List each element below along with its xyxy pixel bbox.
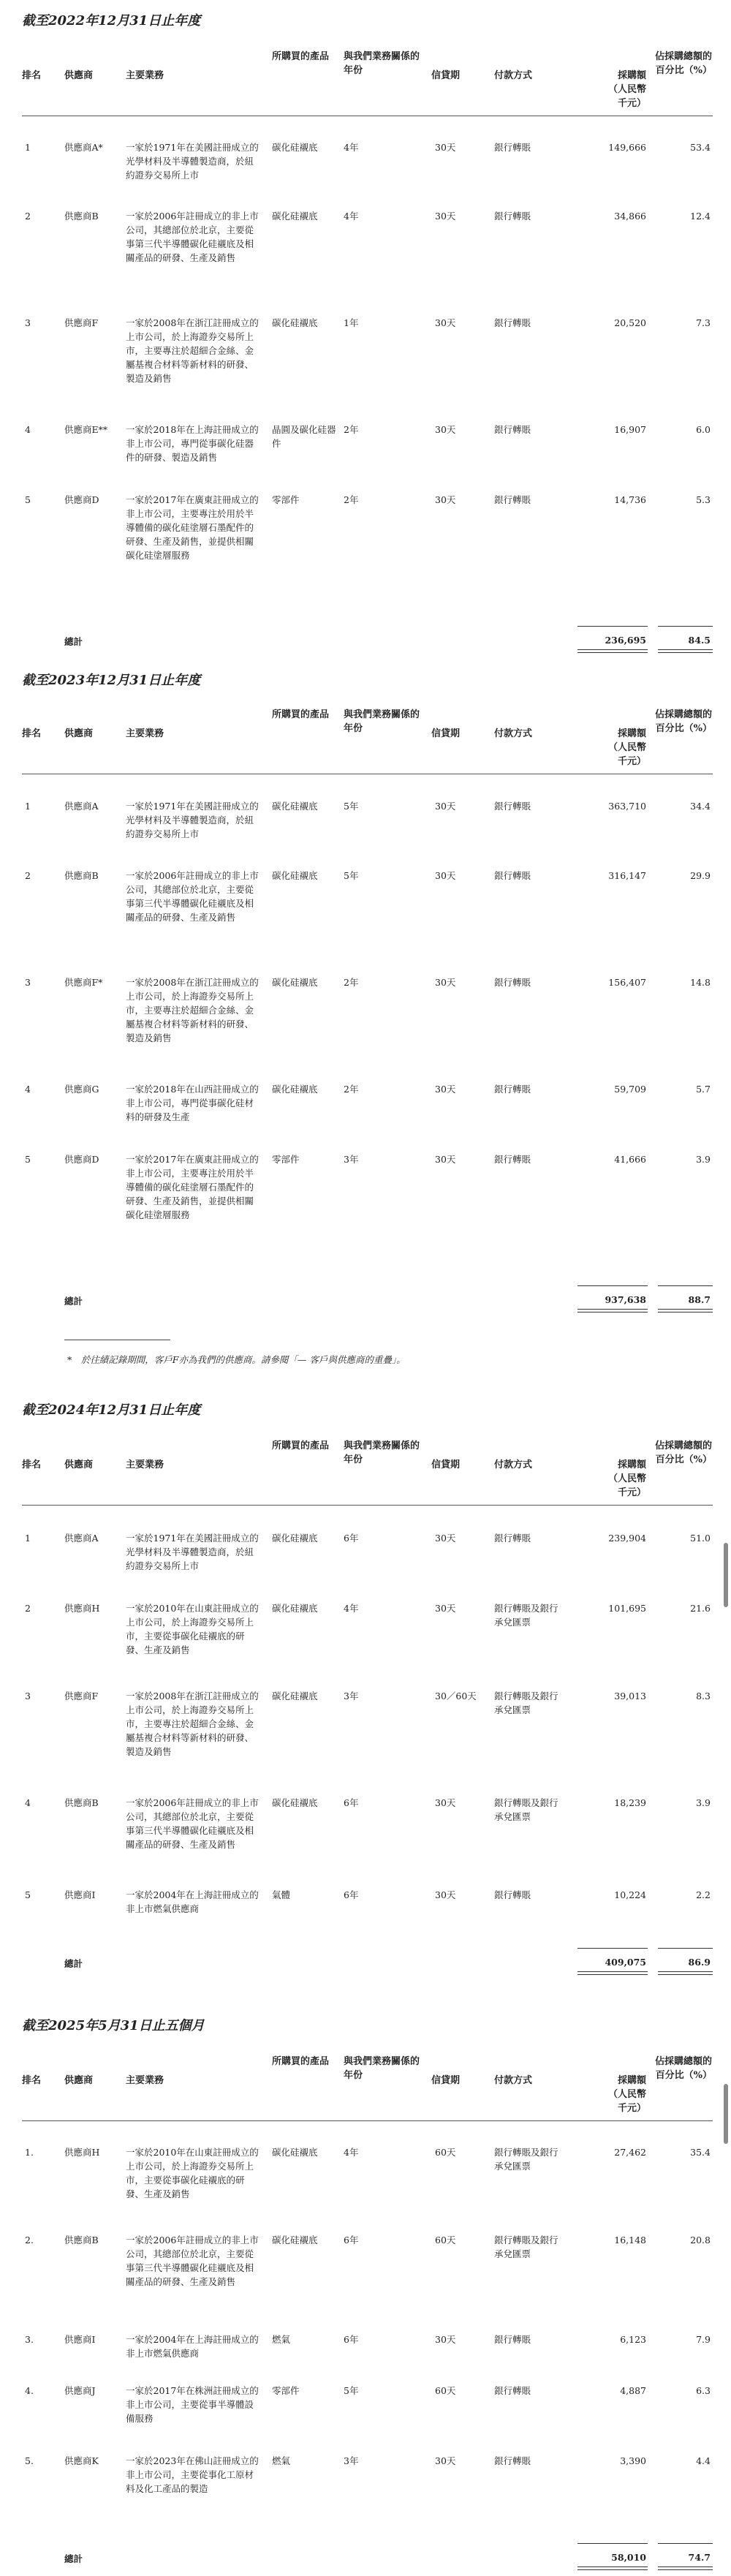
header-business: 主要業務 [126,728,164,739]
share-cell: 7.9 [696,2334,711,2345]
credit-cell: 30天 [435,2334,456,2345]
payment-cell: 銀行轉賬及銀行承兌匯票 [494,2235,558,2259]
credit-cell: 30天 [435,870,456,881]
business-cell: 一家於2008年在浙江註冊成立的上市公司，於上海證券交易所上市，主要專注於超細合金絲、金屬基複合材料等新材料的研發、製造及銷售 [126,1691,259,1757]
share-cell: 5.3 [696,494,711,505]
payment-cell: 銀行轉賬 [494,870,531,881]
header-payment: 付款方式 [494,2075,533,2086]
business-cell: 一家於2006年註冊成立的非上市公司，其總部位於北京，主要從事第三代半導體碳化硅襯底及相關產品的研發、生產及銷售 [126,211,259,263]
credit-cell: 30／60天 [435,1691,477,1701]
header-payment: 付款方式 [494,70,533,81]
credit-cell: 30天 [435,1154,456,1165]
years-cell: 3年 [344,2455,359,2466]
header-product: 所購買的產品 [272,709,330,720]
business-cell: 一家於2008年在浙江註冊成立的上市公司，於上海證券交易所上市，主要專注於超細合金絲、金屬基複合材料等新材料的研發、製造及銷售 [126,317,259,384]
payment-cell: 銀行轉賬 [494,142,531,153]
total-amount: 58,010 [611,2552,646,2563]
header-product: 所購買的產品 [272,1440,330,1451]
header-share: 佔採購總額的百分比（%） [654,51,712,76]
share-cell: 14.8 [690,977,711,988]
rank-cell: 3 [25,977,31,988]
years-cell: 4年 [344,211,359,222]
supplier-cell: 供應商F* [64,977,103,988]
payment-cell: 銀行轉賬 [494,1154,531,1165]
rank-cell: 1 [25,801,31,812]
rank-cell: 5. [25,2455,34,2466]
supplier-cell: 供應商F [64,1691,99,1701]
share-cell: 6.3 [696,2385,711,2396]
header-rule [22,2120,713,2121]
share-cell: 2.2 [696,1889,711,1900]
years-cell: 6年 [344,2334,359,2345]
total-amount: 937,638 [605,1294,646,1305]
amount-cell: 16,148 [614,2235,646,2245]
share-cell: 7.3 [696,317,711,328]
amount-cell: 18,239 [614,1797,646,1808]
payment-cell: 銀行轉賬及銀行承兌匯票 [494,1691,558,1715]
total-label: 總計 [64,2553,83,2564]
years-cell: 6年 [344,1533,359,1544]
supplier-cell: 供應商B [64,2235,99,2245]
credit-cell: 60天 [435,2147,456,2158]
supplier-cell: 供應商F [64,317,99,328]
supplier-cell: 供應商K [64,2455,99,2466]
product-cell: 碳化硅襯底 [272,211,318,222]
business-cell: 一家於2006年註冊成立的非上市公司，其總部位於北京，主要從事第三代半導體碳化硅襯底及相關產品的研發、生產及銷售 [126,2235,259,2287]
header-years: 與我們業務關係的年份 [344,51,420,76]
years-cell: 4年 [344,1603,359,1614]
header-supplier: 供應商 [64,2075,94,2086]
header-credit: 信貸期 [431,728,461,739]
scrollbar-thumb[interactable] [724,2084,728,2144]
product-cell: 燃氣 [272,2334,291,2345]
share-cell: 29.9 [690,870,711,881]
share-cell: 51.0 [690,1533,711,1544]
payment-cell: 銀行轉賬 [494,2455,531,2466]
supplier-cell: 供應商H [64,2147,100,2158]
business-cell: 一家於2008年在浙江註冊成立的上市公司，於上海證券交易所上市，主要專注於超細合金絲、金屬基複合材料等新材料的研發、製造及銷售 [126,977,259,1043]
payment-cell: 銀行轉賬及銀行承兌匯票 [494,2147,558,2172]
header-years: 與我們業務關係的年份 [344,2056,420,2081]
payment-cell: 銀行轉賬 [494,317,531,328]
credit-cell: 60天 [435,2235,456,2245]
header-amount: 採購額（人民幣千元） [607,2075,646,2114]
product-cell: 碳化硅襯底 [272,870,318,881]
business-cell: 一家於2018年在山西註冊成立的非上市公司，專門從事碳化硅材料的研發及生產 [126,1084,259,1122]
years-cell: 5年 [344,801,359,812]
header-business: 主要業務 [126,2075,164,2086]
amount-cell: 101,695 [608,1603,646,1614]
business-cell: 一家於2017年在株洲註冊成立的非上市公司，主要從事半導體設備服務 [126,2385,259,2424]
credit-cell: 30天 [435,424,456,435]
header-rank: 排名 [22,1459,42,1470]
total-bottom-rule [577,2566,648,2570]
header-credit: 信貸期 [431,70,461,81]
payment-cell: 銀行轉賬 [494,1533,531,1544]
amount-cell: 20,520 [614,317,646,328]
rank-cell: 4 [25,424,31,435]
credit-cell: 30天 [435,1603,456,1614]
header-years: 與我們業務關係的年份 [344,1440,420,1465]
supplier-cell: 供應商B [64,870,99,881]
header-business: 主要業務 [126,1459,164,1470]
rank-cell: 3. [25,2334,34,2345]
years-cell: 5年 [344,870,359,881]
years-cell: 6年 [344,2235,359,2245]
credit-cell: 30天 [435,142,456,153]
rank-cell: 2 [25,870,31,881]
business-cell: 一家於2017年在廣東註冊成立的非上市公司，主要專注於用於半導體備的碳化硅塗層石墨配件的研發、生產及銷售，並提供相關碳化硅塗層服務 [126,1154,259,1220]
product-cell: 碳化硅襯底 [272,1691,318,1701]
credit-cell: 30天 [435,211,456,222]
credit-cell: 30天 [435,2455,456,2466]
section-title: 截至2023年12月31日止年度 [22,673,201,688]
amount-cell: 14,736 [614,494,646,505]
credit-cell: 30天 [435,494,456,505]
business-cell: 一家於1971年在美國註冊成立的光學材料及半導體製造商，於紐約證券交易所上市 [126,801,259,839]
rank-cell: 2 [25,211,31,222]
product-cell: 碳化硅襯底 [272,1603,318,1614]
years-cell: 1年 [344,317,359,328]
header-share: 佔採購總額的百分比（%） [654,2056,712,2081]
product-cell: 碳化硅襯底 [272,801,318,812]
amount-cell: 27,462 [614,2147,646,2158]
supplier-cell: 供應商I [64,1889,96,1900]
supplier-cell: 供應商J [64,2385,96,2396]
product-cell: 零部件 [272,1154,300,1165]
total-amount: 236,695 [605,635,646,646]
supplier-cell: 供應商I [64,2334,96,2345]
rank-cell: 2 [25,1603,31,1614]
years-cell: 4年 [344,2147,359,2158]
amount-cell: 10,224 [614,1889,646,1900]
years-cell: 6年 [344,1797,359,1808]
product-cell: 氣體 [272,1889,291,1900]
amount-cell: 363,710 [608,801,646,812]
share-cell: 53.4 [690,142,711,153]
years-cell: 3年 [344,1154,359,1165]
product-cell: 零部件 [272,494,300,505]
rank-cell: 1 [25,1533,31,1544]
supplier-cell: 供應商H [64,1603,100,1614]
total-top-rule [658,2543,713,2544]
footnote: * 於往績記錄期間，客戶F亦為我們的供應商。請參閱「— 客戶與供應商的重疊」。 [67,1354,406,1365]
header-payment: 付款方式 [494,728,533,739]
rank-cell: 4 [25,1084,31,1095]
supplier-cell: 供應商B [64,1797,99,1808]
amount-cell: 3,390 [620,2455,646,2466]
business-cell: 一家於2010年在山東註冊成立的上市公司，於上海證券交易所上市，主要從事碳化硅襯底的研發、生產及銷售 [126,1603,259,1655]
total-label: 總計 [64,1296,83,1307]
share-cell: 8.3 [696,1691,711,1701]
section-title: 截至2022年12月31日止年度 [22,13,201,29]
supplier-cell: 供應商G [64,1084,99,1095]
total-label: 總計 [64,1958,83,1969]
header-rank: 排名 [22,2075,42,2086]
product-cell: 碳化硅襯底 [272,1084,318,1095]
share-cell: 5.7 [696,1084,711,1095]
share-cell: 4.4 [696,2455,711,2466]
product-cell: 碳化硅襯底 [272,977,318,988]
header-supplier: 供應商 [64,70,94,81]
total-share: 88.7 [688,1294,711,1305]
years-cell: 2年 [344,977,359,988]
share-cell: 12.4 [690,211,711,222]
share-cell: 21.6 [690,1603,711,1614]
business-cell: 一家於2004年在上海註冊成立的非上市燃氣供應商 [126,2334,259,2359]
product-cell: 碳化硅襯底 [272,1533,318,1544]
payment-cell: 銀行轉賬 [494,801,531,812]
header-share: 佔採購總額的百分比（%） [654,709,712,734]
header-rank: 排名 [22,728,42,739]
amount-cell: 4,887 [620,2385,646,2396]
product-cell: 碳化硅襯底 [272,317,318,328]
share-cell: 20.8 [690,2235,711,2245]
header-amount: 採購額（人民幣千元） [607,728,646,767]
share-cell: 35.4 [690,2147,711,2158]
header-share: 佔採購總額的百分比（%） [654,1440,712,1465]
share-cell: 6.0 [696,424,711,435]
header-supplier: 供應商 [64,1459,94,1470]
supplier-cell: 供應商A* [64,142,103,153]
product-cell: 晶圓及碳化硅器件 [272,424,336,449]
product-cell: 碳化硅襯底 [272,142,318,153]
business-cell: 一家於2006年註冊成立的非上市公司，其總部位於北京，主要從事第三代半導體碳化硅襯底及相關產品的研發、生產及銷售 [126,1797,259,1850]
credit-cell: 30天 [435,1084,456,1095]
amount-cell: 39,013 [614,1691,646,1701]
amount-cell: 16,907 [614,424,646,435]
product-cell: 碳化硅襯底 [272,1797,318,1808]
credit-cell: 30天 [435,317,456,328]
payment-cell: 銀行轉賬及銀行承兌匯票 [494,1603,558,1628]
credit-cell: 30天 [435,1797,456,1808]
header-amount: 採購額（人民幣千元） [607,70,646,109]
rank-cell: 4 [25,1797,31,1808]
payment-cell: 銀行轉賬 [494,2385,531,2396]
header-credit: 信貸期 [431,2075,461,2086]
business-cell: 一家於2010年在山東註冊成立的上市公司，於上海證券交易所上市，主要從事碳化硅襯底的研發、生產及銷售 [126,2147,259,2199]
header-product: 所購買的產品 [272,51,330,62]
payment-cell: 銀行轉賬 [494,211,531,222]
header-amount: 採購額（人民幣千元） [607,1459,646,1498]
amount-cell: 41,666 [614,1154,646,1165]
years-cell: 4年 [344,142,359,153]
header-credit: 信貸期 [431,1459,461,1470]
product-cell: 碳化硅襯底 [272,2147,318,2158]
credit-cell: 60天 [435,2385,456,2396]
total-share: 84.5 [688,635,711,646]
amount-cell: 6,123 [620,2334,646,2345]
header-supplier: 供應商 [64,728,94,739]
payment-cell: 銀行轉賬 [494,2334,531,2345]
amount-cell: 34,866 [614,211,646,222]
credit-cell: 30天 [435,1533,456,1544]
total-amount: 409,075 [605,1957,646,1968]
rank-cell: 2. [25,2235,34,2245]
credit-cell: 30天 [435,977,456,988]
payment-cell: 銀行轉賬 [494,1084,531,1095]
years-cell: 6年 [344,1889,359,1900]
rank-cell: 3 [25,317,31,328]
header-rank: 排名 [22,70,42,81]
section-title: 截至2024年12月31日止年度 [22,1402,201,1418]
amount-cell: 316,147 [608,870,646,881]
supplier-cell: 供應商D [64,494,99,505]
rank-cell: 5 [25,1889,31,1900]
product-cell: 燃氣 [272,2455,291,2466]
rank-cell: 1. [25,2147,34,2158]
credit-cell: 30天 [435,1889,456,1900]
years-cell: 2年 [344,494,359,505]
product-cell: 碳化硅襯底 [272,2235,318,2245]
amount-cell: 59,709 [614,1084,646,1095]
business-cell: 一家於2004年在上海註冊成立的非上市燃氣供應商 [126,1889,259,1914]
rank-cell: 1 [25,142,31,153]
payment-cell: 銀行轉賬及銀行承兌匯票 [494,1797,558,1822]
business-cell: 一家於2006年註冊成立的非上市公司，其總部位於北京，主要從事第三代半導體碳化硅襯底及相關產品的研發、生產及銷售 [126,870,259,923]
payment-cell: 銀行轉賬 [494,1889,531,1900]
years-cell: 2年 [344,1084,359,1095]
supplier-cell: 供應商E** [64,424,108,435]
payment-cell: 銀行轉賬 [494,424,531,435]
years-cell: 5年 [344,2385,359,2396]
header-years: 與我們業務關係的年份 [344,709,420,734]
amount-cell: 149,666 [608,142,646,153]
amount-cell: 156,407 [608,977,646,988]
payment-cell: 銀行轉賬 [494,494,531,505]
supplier-cell: 供應商A [64,801,99,812]
share-cell: 34.4 [690,801,711,812]
credit-cell: 30天 [435,801,456,812]
header-business: 主要業務 [126,70,164,81]
rank-cell: 5 [25,494,31,505]
business-cell: 一家於2023年在佛山註冊成立的非上市公司，主要從事化工原材料及化工產品的製造 [126,2455,259,2494]
supplier-cell: 供應商D [64,1154,99,1165]
amount-cell: 239,904 [608,1533,646,1544]
payment-cell: 銀行轉賬 [494,977,531,988]
total-bottom-rule [658,2566,713,2570]
rank-cell: 3 [25,1691,31,1701]
total-share: 86.9 [688,1957,711,1968]
business-cell: 一家於1971年在美國註冊成立的光學材料及半導體製造商，於紐約證券交易所上市 [126,1533,259,1571]
business-cell: 一家於2017年在廣東註冊成立的非上市公司，主要專注於用於半導體備的碳化硅塗層石墨配件的研發、生產及銷售，並提供相關碳化硅塗層服務 [126,494,259,561]
years-cell: 3年 [344,1691,359,1701]
share-cell: 3.9 [696,1797,711,1808]
header-payment: 付款方式 [494,1459,533,1470]
header-product: 所購買的產品 [272,2056,330,2067]
section-title: 截至2025年5月31日止五個月 [22,2018,205,2033]
product-cell: 零部件 [272,2385,300,2396]
supplier-cell: 供應商B [64,211,99,222]
supplier-cell: 供應商A [64,1533,99,1544]
business-cell: 一家於2018年在上海註冊成立的非上市公司，專門從事碳化硅器件的研發、製造及銷售 [126,424,259,463]
business-cell: 一家於1971年在美國註冊成立的光學材料及半導體製造商，於紐約證券交易所上市 [126,142,259,181]
rank-cell: 5 [25,1154,31,1165]
years-cell: 2年 [344,424,359,435]
share-cell: 3.9 [696,1154,711,1165]
total-label: 總計 [64,636,83,647]
scrollbar-thumb[interactable] [724,1543,728,1607]
total-share: 74.7 [688,2552,711,2563]
rank-cell: 4. [25,2385,34,2396]
total-top-rule [577,2543,648,2544]
